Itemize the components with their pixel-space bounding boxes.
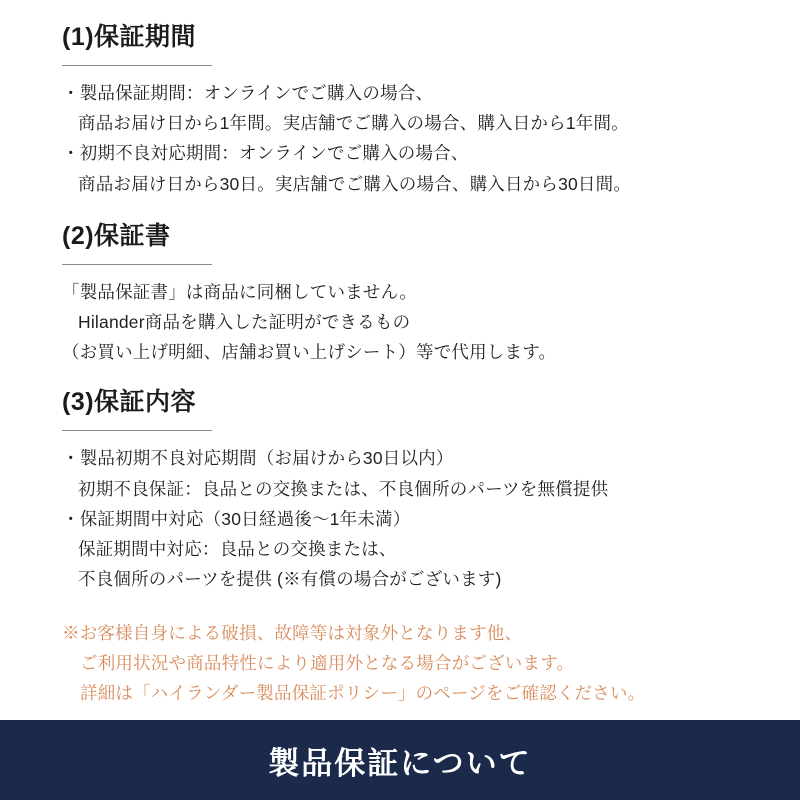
- heading-divider: [62, 430, 212, 431]
- section-warranty-certificate: [62, 221, 756, 368]
- note-line: ※お客様自身による破損、故障等は対象外となります他、: [62, 622, 523, 643]
- body-line: 「製品保証書」は商品に同梱していません。: [62, 281, 418, 302]
- section-body: [62, 277, 756, 367]
- disclaimer-note: [62, 618, 756, 708]
- section-warranty-coverage: [62, 387, 756, 594]
- section-body: [62, 443, 756, 593]
- body-line: （お買い上げ明細、店舗お買い上げシート）等で代用します。: [62, 342, 557, 363]
- section-heading: (3)保証内容: [62, 388, 197, 417]
- body-line: 初期不良保証：良品との交換または、不良個所のパーツを無償提供: [78, 478, 609, 499]
- body-line: Hilander商品を購入した証明ができるもの: [78, 311, 411, 332]
- section-spacer: [62, 199, 756, 221]
- body-line: ・保証期間中対応（30日経過後〜1年未満）: [62, 508, 411, 529]
- body-line: ・製品保証期間：オンラインでご購入の場合、: [62, 83, 434, 104]
- note-line: ご利用状況や商品特性により適用外となる場合がございます。: [80, 652, 575, 673]
- section-warranty-period: [62, 22, 756, 199]
- body-line: 不良個所のパーツを提供 (※有償の場合がございます): [78, 568, 502, 589]
- section-body: [62, 78, 756, 198]
- heading-divider: [62, 264, 212, 265]
- body-line: ・初期不良対応期間：オンラインでご購入の場合、: [62, 143, 469, 164]
- footer-banner: [0, 720, 800, 800]
- footer-title: 製品保証について: [268, 745, 532, 781]
- body-line: 商品お届け日から30日。実店舗でご購入の場合、購入日から30日間。: [78, 173, 632, 194]
- body-line: 商品お届け日から1年間。実店舗でご購入の場合、購入日から1年間。: [78, 113, 629, 134]
- section-heading: (2)保証書: [62, 221, 171, 250]
- section-spacer: [62, 367, 756, 387]
- body-line: ・製品初期不良対応期間（お届けから30日以内）: [62, 448, 454, 469]
- note-line: 詳細は「ハイランダー製品保証ポリシー」のページをご確認ください。: [80, 683, 646, 704]
- body-line: 保証期間中対応：良品との交換または、: [78, 538, 397, 559]
- heading-divider: [62, 65, 212, 66]
- section-heading: (1)保証期間: [62, 23, 197, 51]
